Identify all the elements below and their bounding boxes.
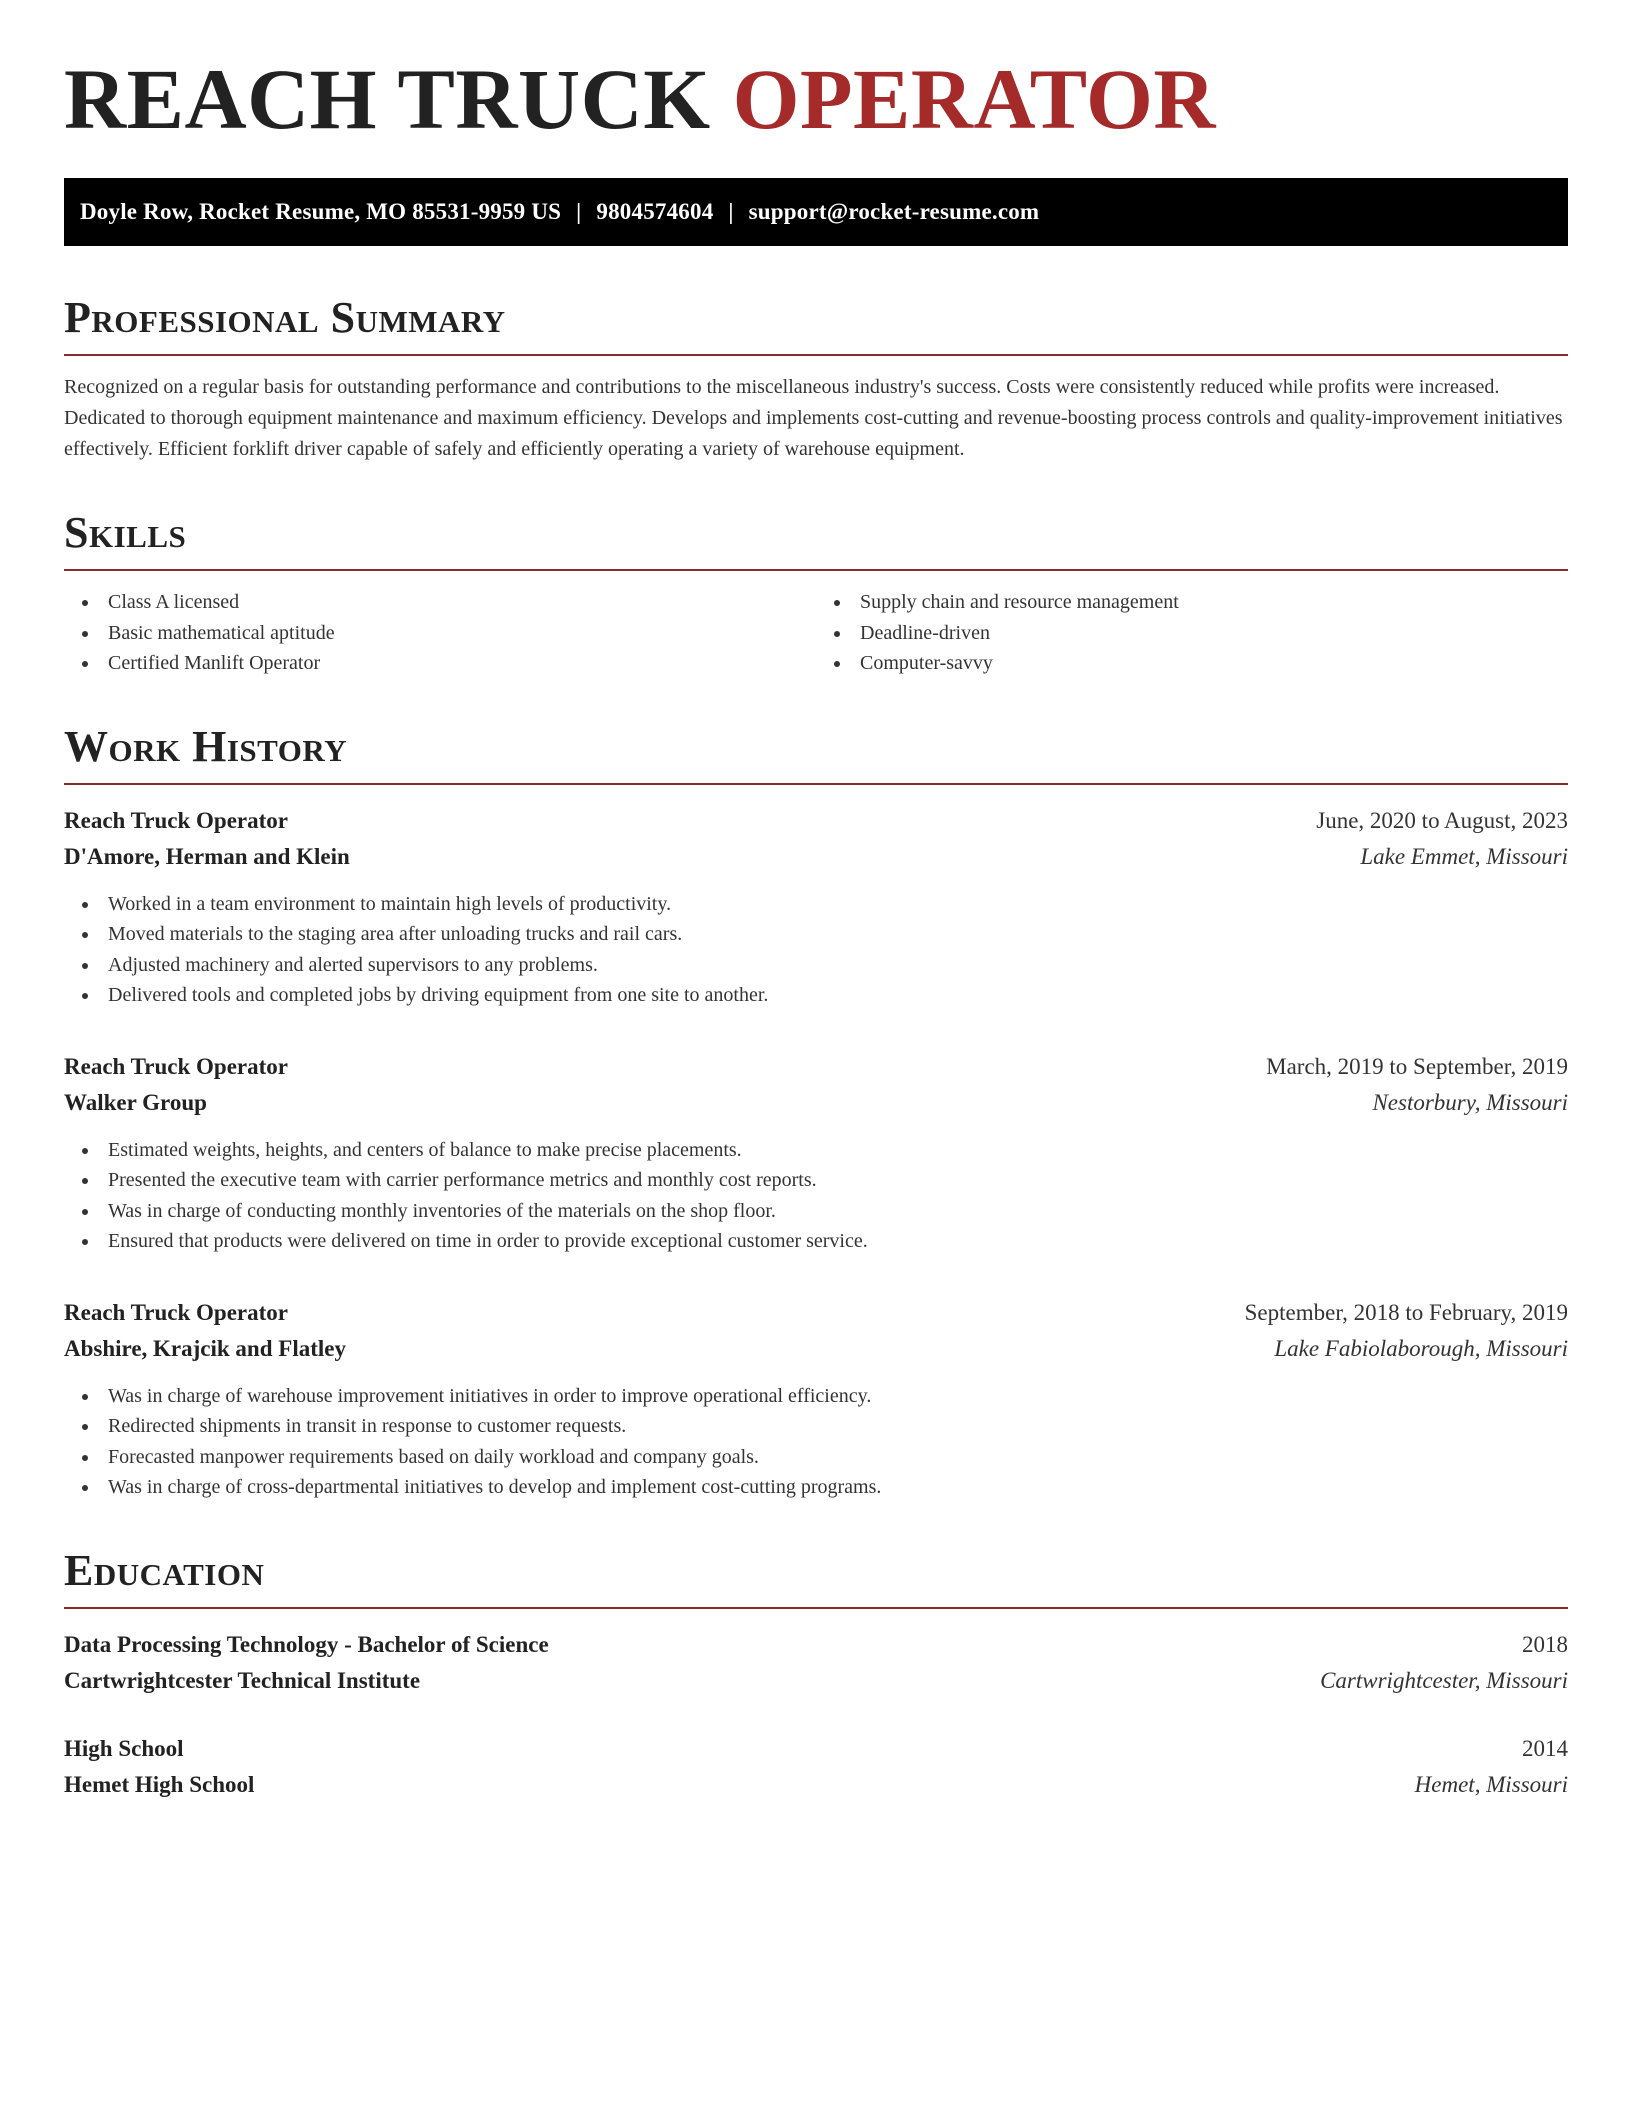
education-school: Cartwrightcester Technical Institute <box>64 1667 421 1693</box>
title-accent: OPERATOR <box>732 51 1217 147</box>
resume-title <box>64 51 1568 147</box>
job-company: D'Amore, Herman and Klein <box>64 843 350 869</box>
summary-text: Recognized on a regular basis for outstanding performance and contributions to the miscellaneous industry's success. Costs were consistently reduced while profits were increased. Dedicated to thorough equipment maintenance and maximum efficiency. Develops and implements cost-cutting and revenue-boosting process controls and quality-improvement initiatives effectively. Efficient forklift driver capable of safely and efficiently operating a variety of warehouse equipment. <box>64 376 1563 460</box>
education-school-row <box>64 1767 1568 1803</box>
education-entry <box>64 1627 1568 1699</box>
education-degree-row <box>64 1731 1568 1767</box>
skills-column-left <box>64 587 816 679</box>
contact-separator: | <box>728 199 734 224</box>
education-school: Hemet High School <box>64 1771 255 1797</box>
job-title: Reach Truck Operator <box>64 807 289 833</box>
job-company-row <box>64 1085 1568 1121</box>
job-bullet: Redirected shipments in transit in response to customer requests. <box>64 1411 1568 1442</box>
skills-heading: Skills <box>64 511 1568 571</box>
job-bullet: Worked in a team environment to maintain high levels of productivity. <box>64 889 1568 920</box>
job-header-row <box>64 1295 1568 1331</box>
contact-email: support@rocket-resume.com <box>748 199 1040 224</box>
job-bullet: Moved materials to the staging area after unloading trucks and rail cars. <box>64 919 1568 950</box>
job-bullets <box>64 1381 1568 1503</box>
contact-bar <box>64 178 1568 246</box>
job-entry <box>64 803 1568 1011</box>
job-bullet: Was in charge of warehouse improvement initiatives in order to improve operational efficiency. <box>64 1381 1568 1412</box>
job-bullet: Ensured that products were delivered on time in order to provide exceptional customer service. <box>64 1226 1568 1257</box>
contact-separator: | <box>576 199 582 224</box>
job-header-row <box>64 1049 1568 1085</box>
job-entry <box>64 1295 1568 1503</box>
skill-item: Computer-savvy <box>816 648 1568 679</box>
job-bullets <box>64 889 1568 1011</box>
education-location: Cartwrightcester, Missouri <box>1320 1667 1568 1693</box>
job-bullet: Was in charge of conducting monthly inventories of the materials on the shop floor. <box>64 1196 1568 1227</box>
job-header-row <box>64 803 1568 839</box>
skill-item: Class A licensed <box>64 587 816 618</box>
title-main: REACH TRUCK <box>64 51 711 147</box>
job-location: Lake Emmet, Missouri <box>1360 843 1568 869</box>
education-school-row <box>64 1663 1568 1699</box>
contact-address: Doyle Row, Rocket Resume, MO 85531-9959 US <box>80 199 562 224</box>
job-bullet: Was in charge of cross-departmental initiatives to develop and implement cost-cutting programs. <box>64 1472 1568 1503</box>
summary-heading: Professional Summary <box>64 296 1568 356</box>
education-location: Hemet, Missouri <box>1414 1771 1568 1797</box>
job-dates: March, 2019 to September, 2019 <box>1266 1053 1568 1079</box>
job-entry <box>64 1049 1568 1257</box>
skill-item: Certified Manlift Operator <box>64 648 816 679</box>
job-bullet: Delivered tools and completed jobs by driving equipment from one site to another. <box>64 980 1568 1011</box>
job-company-row <box>64 839 1568 875</box>
job-location: Lake Fabiolaborough, Missouri <box>1274 1335 1568 1361</box>
education-entry <box>64 1731 1568 1803</box>
education-degree: Data Processing Technology - Bachelor of Science <box>64 1631 549 1657</box>
job-title: Reach Truck Operator <box>64 1053 289 1079</box>
skill-item: Basic mathematical aptitude <box>64 618 816 649</box>
work-history-heading: Work History <box>64 725 1568 785</box>
skills-column-right <box>816 587 1568 679</box>
education-heading: Education <box>64 1549 1568 1609</box>
job-bullets <box>64 1135 1568 1257</box>
job-dates: September, 2018 to February, 2019 <box>1244 1299 1568 1325</box>
job-dates: June, 2020 to August, 2023 <box>1316 807 1568 833</box>
education-year: 2018 <box>1522 1631 1568 1657</box>
job-company: Abshire, Krajcik and Flatley <box>64 1335 346 1361</box>
skills-list <box>64 587 1568 679</box>
education-year: 2014 <box>1522 1735 1568 1761</box>
education-degree-row <box>64 1627 1568 1663</box>
job-bullet: Estimated weights, heights, and centers of balance to make precise placements. <box>64 1135 1568 1166</box>
job-bullet: Presented the executive team with carrier performance metrics and monthly cost reports. <box>64 1165 1568 1196</box>
contact-phone: 9804574604 <box>596 199 714 224</box>
job-bullet: Adjusted machinery and alerted supervisors to any problems. <box>64 950 1568 981</box>
job-company: Walker Group <box>64 1089 207 1115</box>
job-location: Nestorbury, Missouri <box>1372 1089 1568 1115</box>
skill-item: Supply chain and resource management <box>816 587 1568 618</box>
job-title: Reach Truck Operator <box>64 1299 289 1325</box>
job-company-row <box>64 1331 1568 1367</box>
education-degree: High School <box>64 1735 184 1761</box>
skill-item: Deadline-driven <box>816 618 1568 649</box>
job-bullet: Forecasted manpower requirements based on daily workload and company goals. <box>64 1442 1568 1473</box>
